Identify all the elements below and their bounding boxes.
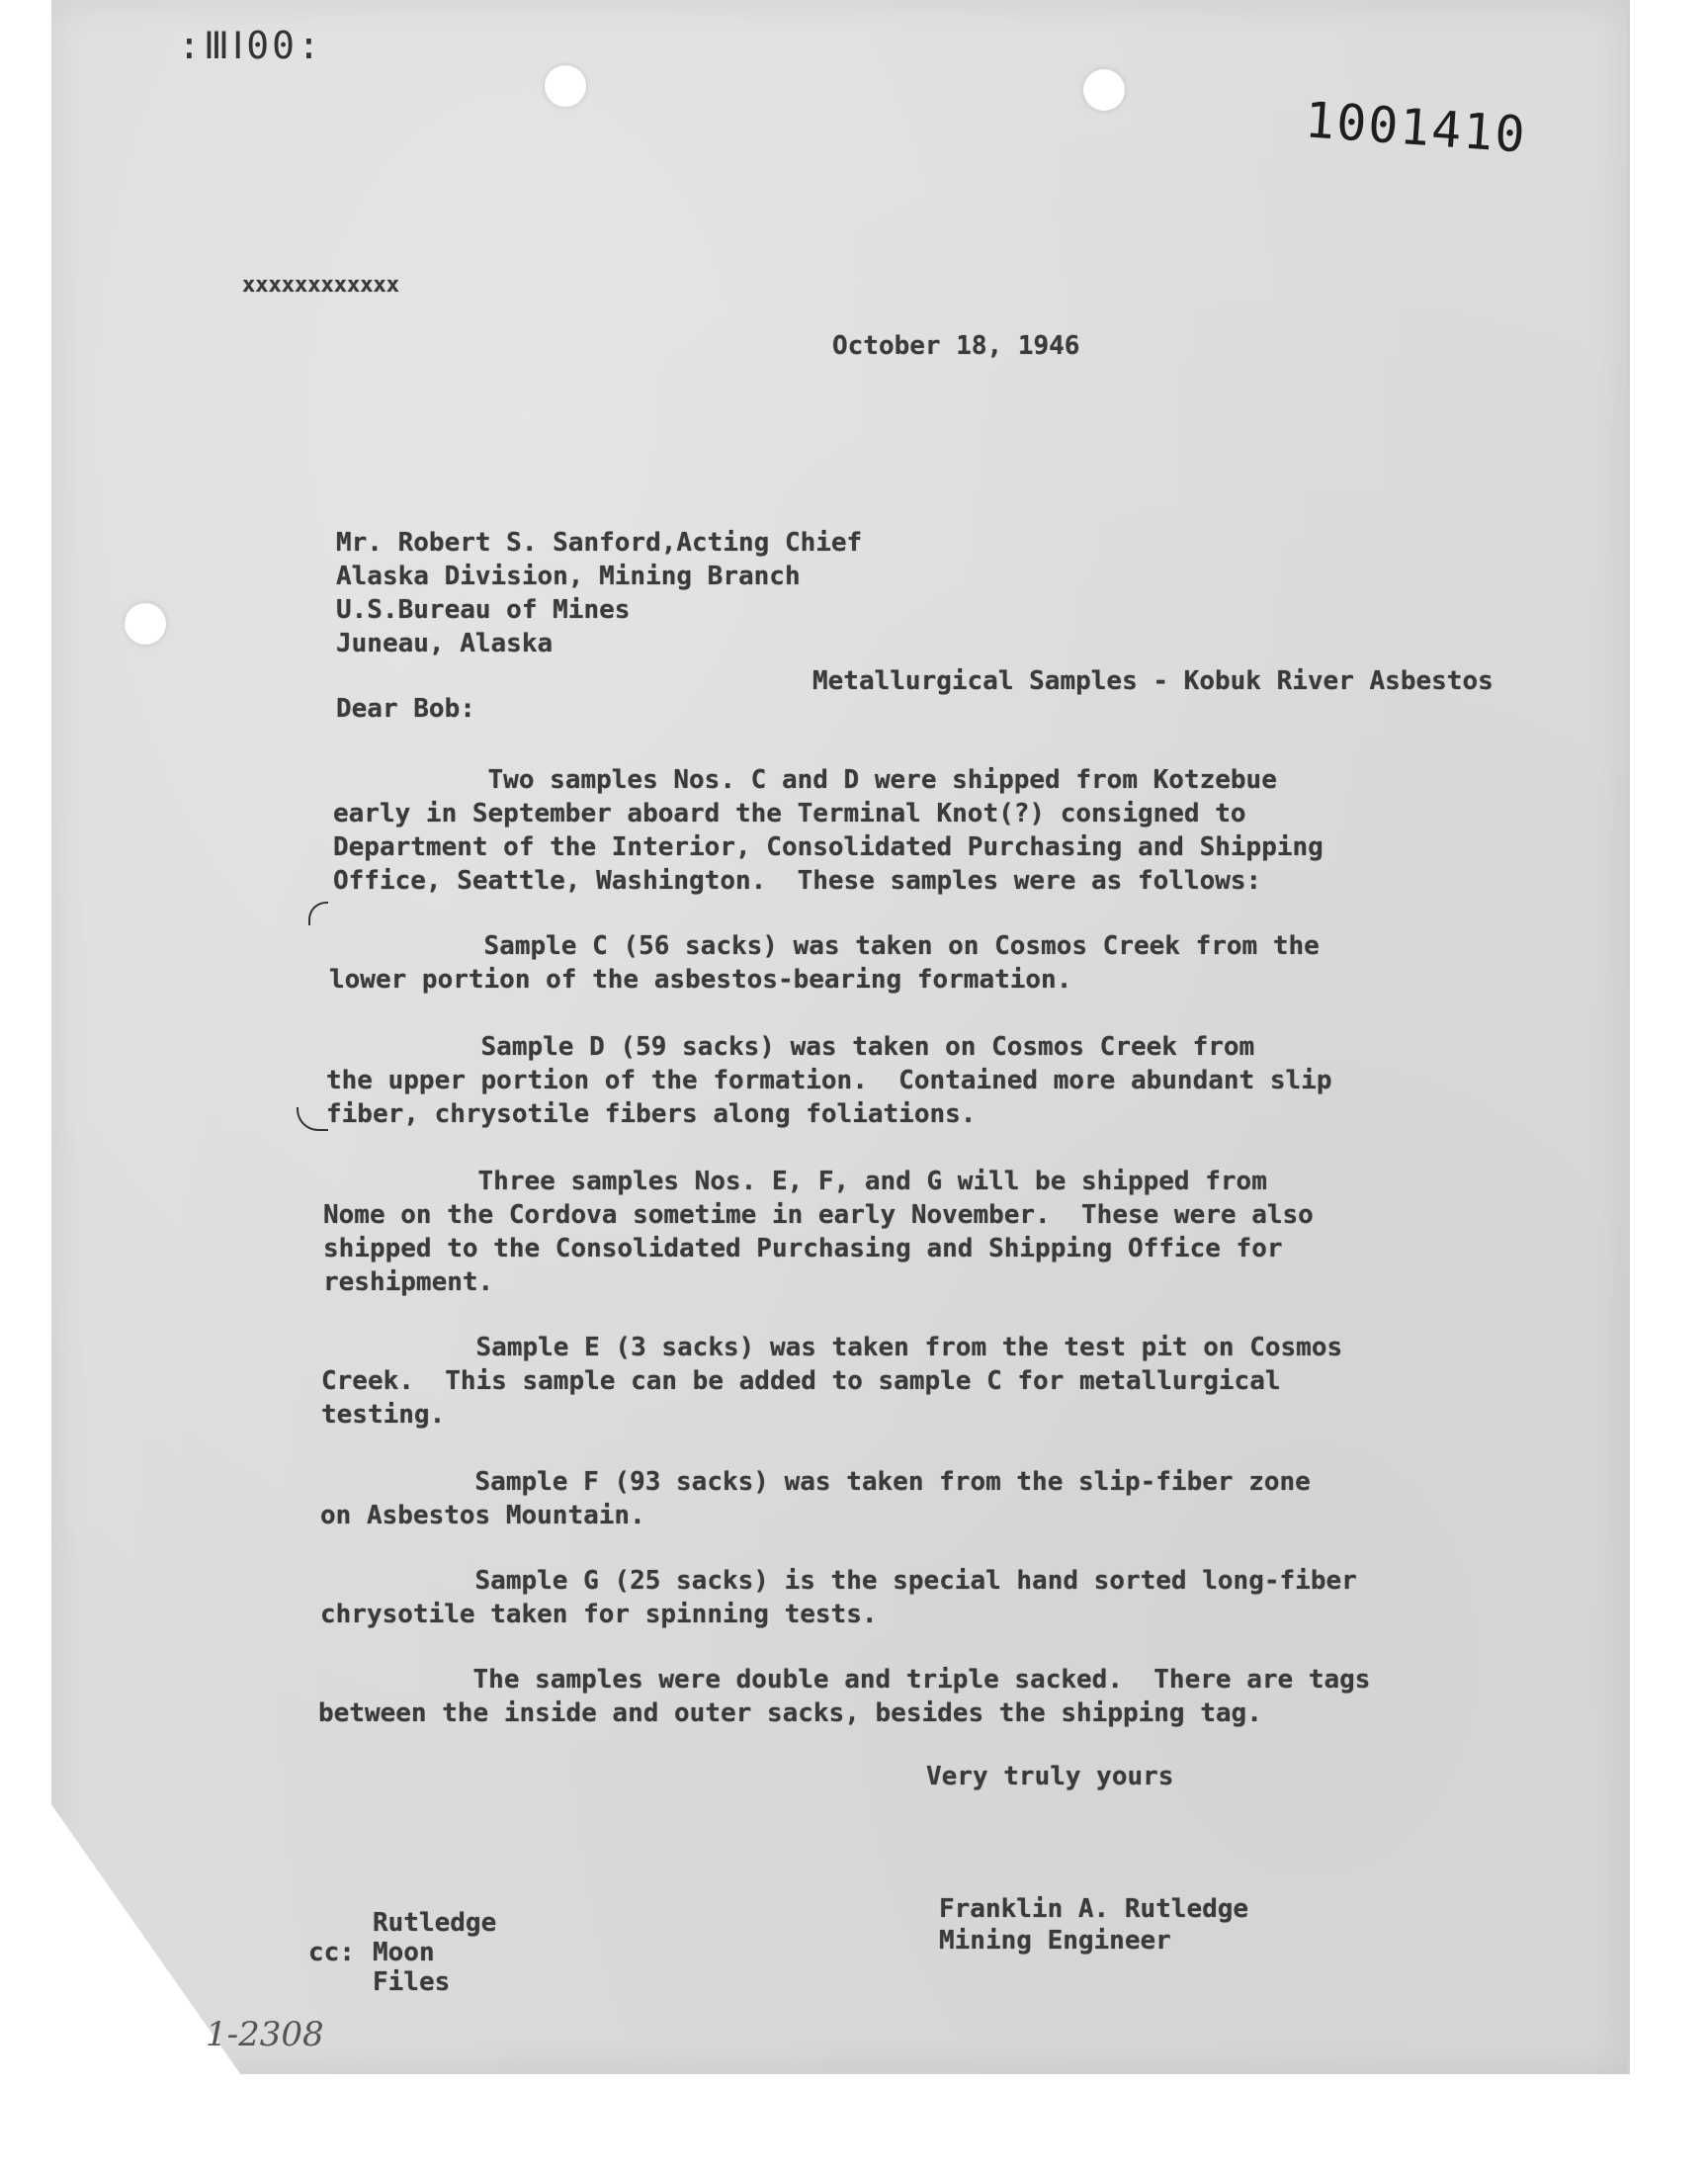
- struck-out-line: xxxxxxxxxxxx: [242, 273, 399, 298]
- body-line: chrysotile taken for spinning tests.: [320, 1600, 878, 1629]
- document-stamp-number: 1001410: [1303, 91, 1529, 164]
- letter-date: October 18, 1946: [832, 331, 1080, 361]
- salutation: Dear Bob:: [336, 694, 475, 724]
- body-line: Nome on the Cordova sometime in early November. These were also: [323, 1200, 1314, 1230]
- body-line: Sample F (93 sacks) was taken from the slip-fiber zone: [320, 1467, 1311, 1497]
- subject-line: Metallurgical Samples - Kobuk River Asbestos: [812, 666, 1494, 696]
- body-line: Sample E (3 sacks) was taken from the test pit on Cosmos: [321, 1333, 1343, 1362]
- file-number: 1-2308: [206, 2015, 324, 2054]
- body-line: between the inside and outer sacks, besides the shipping tag.: [318, 1698, 1262, 1728]
- cc-name: Moon: [373, 1938, 435, 1967]
- page-margin: [0, 2091, 1708, 2175]
- body-line: testing.: [321, 1400, 446, 1430]
- body-line: Sample C (56 sacks) was taken on Cosmos Creek from the: [329, 931, 1320, 961]
- body-line: Sample G (25 sacks) is the special hand sorted long-fiber: [320, 1566, 1357, 1596]
- body-line: fiber, chrysotile fibers along foliations.: [326, 1099, 977, 1129]
- body-line: shipped to the Consolidated Purchasing and Shipping Office for: [323, 1234, 1283, 1263]
- body-line: Three samples Nos. E, F, and G will be shipped from: [323, 1167, 1267, 1196]
- punch-hole: [1083, 69, 1125, 111]
- body-line: Two samples Nos. C and D were shipped from Kotzebue: [333, 765, 1277, 795]
- punch-hole: [545, 65, 586, 107]
- signer-name: Franklin A. Rutledge: [939, 1894, 1249, 1924]
- recipient-line: Mr. Robert S. Sanford,Acting Chief: [336, 528, 863, 558]
- body-line: early in September aboard the Terminal Knot(?) consigned to: [333, 799, 1246, 828]
- cc-label: cc:: [308, 1938, 355, 1967]
- body-line: Office, Seattle, Washington. These samples were as follows:: [333, 866, 1262, 896]
- body-line: Sample D (59 sacks) was taken on Cosmos Creek from: [326, 1032, 1255, 1062]
- body-line: Department of the Interior, Consolidated Purchasing and Shipping: [333, 832, 1324, 862]
- body-line: reshipment.: [323, 1267, 494, 1297]
- punch-hole: [125, 603, 166, 645]
- body-line: on Asbestos Mountain.: [320, 1501, 645, 1530]
- signer-title: Mining Engineer: [939, 1926, 1171, 1956]
- cc-name: Files: [373, 1967, 451, 1997]
- page-edge: [1627, 0, 1630, 2074]
- body-line: The samples were double and triple sacked. There are tags: [318, 1665, 1371, 1695]
- recipient-line: Alaska Division, Mining Branch: [336, 562, 801, 591]
- body-line: the upper portion of the formation. Contained more abundant slip: [326, 1066, 1332, 1095]
- body-line: Creek. This sample can be added to sample C for metallurgical: [321, 1366, 1281, 1396]
- body-line: lower portion of the asbestos-bearing formation.: [329, 965, 1072, 995]
- cc-name: Rutledge: [373, 1908, 497, 1938]
- recipient-line: U.S.Bureau of Mines: [336, 595, 631, 625]
- closing: Very truly yours: [926, 1762, 1174, 1791]
- top-left-mark: :ⅢⅠ00:: [178, 24, 323, 67]
- recipient-line: Juneau, Alaska: [336, 629, 554, 658]
